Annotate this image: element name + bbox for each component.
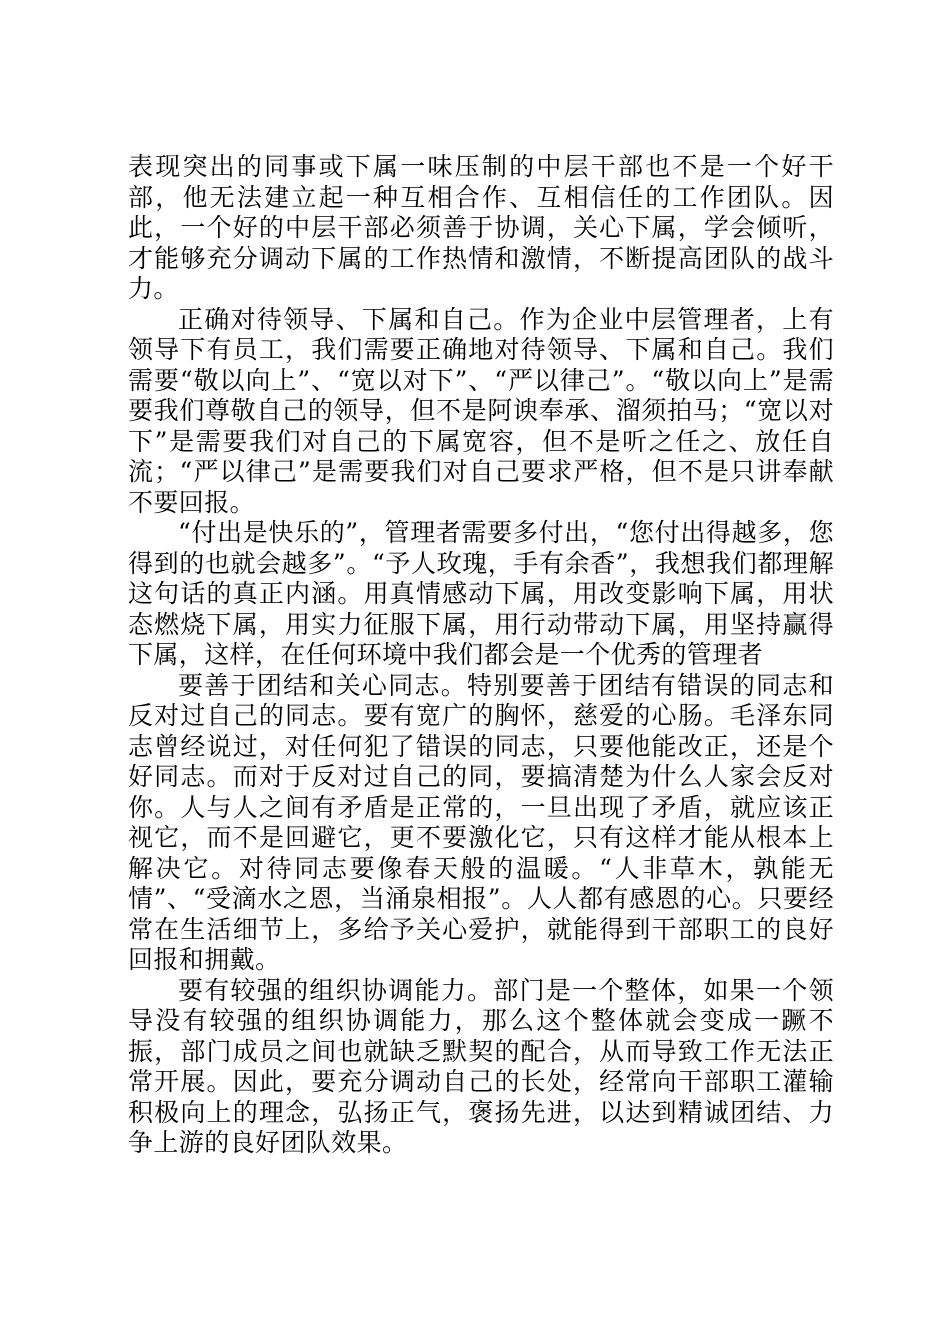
paragraph-4: 要善于团结和关心同志。特别要善于团结有错误的同志和反对过自己的同志。要有宽广的胸怀，慈爱的心肠。毛泽东同志曾经说过，对任何犯了错误的同志，只要他能改正，还是个好同志。而对于反对过自己的同，要搞清楚为什么人家会反对你。人与人之间有矛盾是正常的，一旦出现了矛盾，就应该正视它，而不是回避它，更不要激化它，只有这样才能从根本上解决它。对待同志要像春天般的温暖。“人非草木，孰能无情”、“受滴水之恩，当涌泉相报”。人人都有感恩的心。只要经常在生活细节上，多给予关心爱护，就能得到干部职工的良好回报和拥戴。 bbox=[128, 670, 834, 974]
paragraph-5: 要有较强的组织协调能力。部门是一个整体，如果一个领导没有较强的组织协调能力，那么这个整体就会变成一蹶不振，部门成员之间也就缺乏默契的配合，从而导致工作无法正常开展。因此，要充分调动自己的长处，经常向干部职工灌输积极向上的理念，弘扬正气，褒扬先进，以达到精诚团结、力争上游的良好团队效果。 bbox=[128, 975, 834, 1157]
document-body bbox=[128, 152, 834, 1159]
paragraph-1: 表现突出的同事或下属一味压制的中层干部也不是一个好干部，他无法建立起一种互相合作、互相信任的工作团队。因此，一个好的中层干部必须善于协调，关心下属，学会倾听，才能够充分调动下属的工作热情和激情，不断提高团队的战斗力。 bbox=[128, 152, 834, 303]
paragraph-2: 正确对待领导、下属和自己。作为企业中层管理者，上有领导下有员工，我们需要正确地对待领导、下属和自己。我们需要“敬以向上”、“宽以对下”、“严以律己”。“敬以向上”是需要我们尊敬自己的领导，但不是阿谀奉承、溜须拍马；“宽以对下”是需要我们对自己的下属宽容，但不是听之任之、放任自流；“严以律己”是需要我们对自己要求严格，但不是只讲奉献不要回报。 bbox=[128, 304, 834, 517]
paragraph-3: “付出是快乐的”，管理者需要多付出，“您付出得越多，您得到的也就会越多”。“予人玫瑰，手有余香”，我想我们都理解这句话的真正内涵。用真情感动下属，用改变影响下属，用状态燃烧下属，用实力征服下属，用行动带动下属，用坚持赢得下属，这样，在任何环境中我们都会是一个优秀的管理者 bbox=[128, 518, 834, 669]
